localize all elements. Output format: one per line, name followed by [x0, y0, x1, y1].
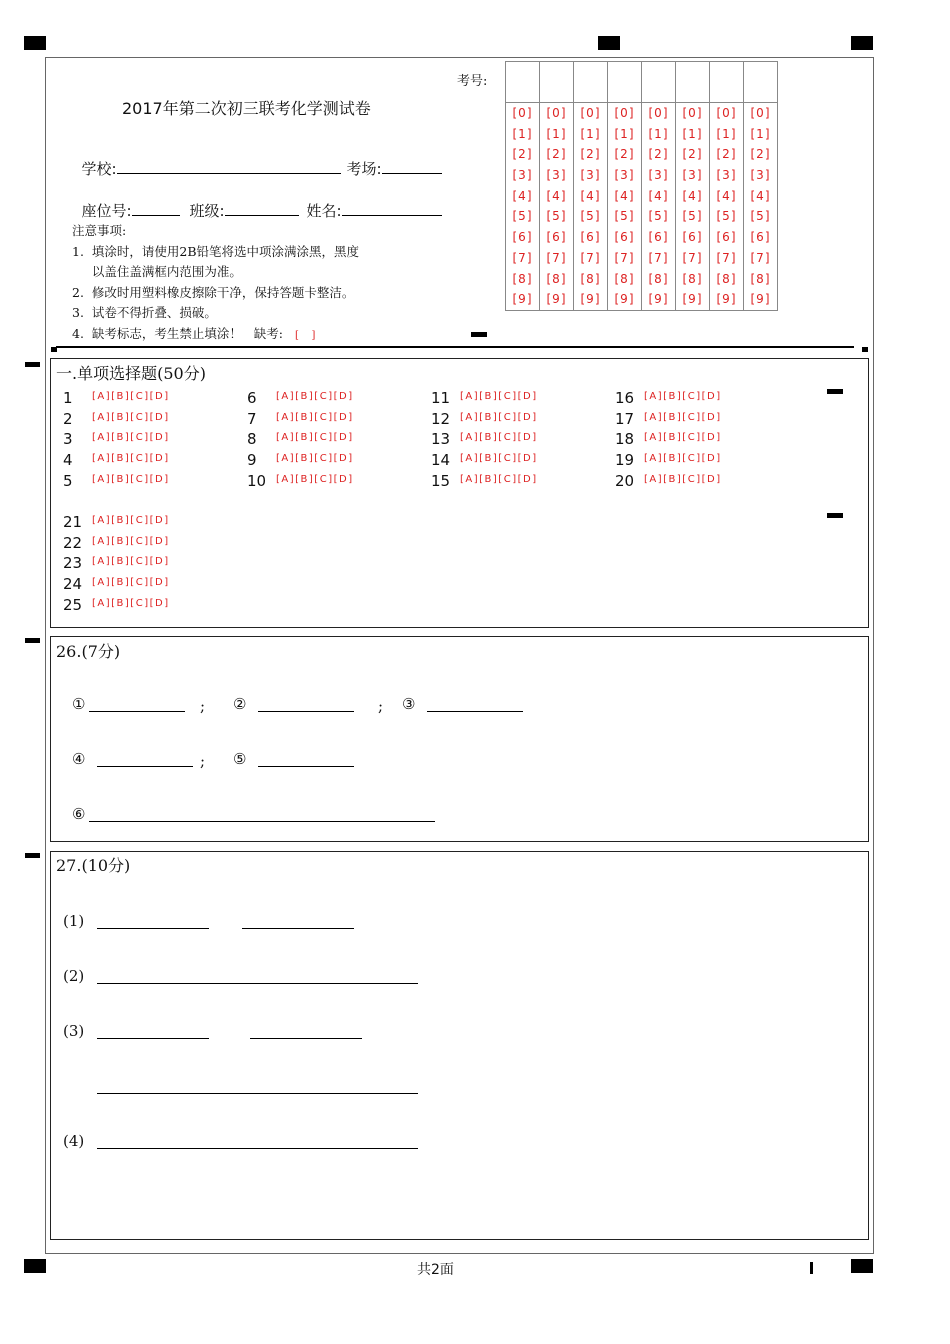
question-number: 8 [247, 430, 257, 448]
digit-bubble[interactable]: [5] [682, 209, 703, 224]
class-field[interactable] [180, 182, 299, 221]
question-number: 13 [431, 430, 451, 448]
registration-mark-top-center [598, 36, 620, 50]
digit-bubble[interactable]: [2] [682, 147, 703, 162]
question-number: 22 [63, 534, 83, 552]
digit-bubble[interactable]: [4] [512, 188, 533, 203]
digit-bubble[interactable]: [2] [546, 147, 567, 162]
timing-mark [25, 362, 40, 367]
timing-mark [25, 853, 40, 858]
digit-bubble[interactable]: [5] [546, 209, 567, 224]
question-number: 5 [63, 472, 73, 490]
digit-bubble[interactable]: [1] [682, 126, 703, 141]
digit-bubble[interactable]: [0] [682, 106, 703, 120]
digit-bubble[interactable]: [7] [682, 250, 703, 265]
digit-bubble[interactable]: [6] [512, 230, 533, 245]
exam-number-write-cell[interactable] [642, 62, 676, 103]
digit-bubble[interactable]: [3] [580, 168, 601, 183]
digit-bubble[interactable]: [8] [614, 271, 635, 286]
digit-bubble[interactable]: [2] [614, 147, 635, 162]
exam-number-write-cell[interactable] [506, 62, 540, 103]
q26-label: ② [233, 695, 247, 713]
q26-separator: ; [200, 752, 206, 770]
q27-label: (4) [63, 1132, 85, 1150]
name-field[interactable] [297, 182, 442, 221]
question-number: 15 [431, 472, 451, 490]
digit-bubble[interactable]: [5] [614, 209, 635, 224]
answer-bubbles[interactable]: [A][B][C][D] [92, 391, 170, 402]
answer-bubbles[interactable]: [A][B][C][D] [92, 412, 170, 423]
answer-bubbles[interactable]: [A][B][C][D] [92, 432, 170, 443]
q27-label: (1) [63, 912, 85, 930]
notes [72, 221, 359, 347]
exam-number-write-cell[interactable] [676, 62, 710, 103]
digit-bubble[interactable]: [4] [614, 188, 635, 203]
answer-bubbles[interactable]: [A][B][C][D] [92, 453, 170, 464]
digit-bubble[interactable]: [3] [750, 168, 771, 183]
question-number: 25 [63, 596, 83, 614]
question-number: 9 [247, 451, 257, 469]
answer-bubbles[interactable]: [A][B][C][D] [460, 412, 538, 423]
seat-label: 座位号: [81, 202, 132, 220]
header-divider [56, 346, 854, 348]
digit-bubble[interactable]: [3] [648, 168, 669, 183]
digit-bubble[interactable]: [9] [546, 292, 567, 307]
digit-bubble[interactable]: [2] [648, 147, 669, 162]
digit-bubble[interactable]: [7] [614, 250, 635, 265]
exam-number-column [676, 103, 710, 311]
exam-number-write-cell[interactable] [540, 62, 574, 103]
digit-bubble[interactable]: [6] [716, 230, 737, 245]
answer-bubbles[interactable]: [A][B][C][D] [460, 474, 538, 485]
q27-blank[interactable] [97, 1093, 418, 1094]
question-number: 14 [431, 451, 451, 469]
digit-bubble[interactable]: [3] [512, 168, 533, 183]
absent-box[interactable]: [ ] [294, 329, 316, 341]
digit-bubble[interactable]: [6] [546, 230, 567, 245]
exam-number-column [744, 103, 778, 311]
digit-bubble[interactable]: [8] [648, 271, 669, 286]
section-q27 [50, 851, 869, 1240]
q27-blank[interactable] [250, 1038, 362, 1039]
registration-mark-bottom-right [851, 1259, 873, 1273]
question-number: 7 [247, 410, 257, 428]
digit-bubble[interactable]: [2] [512, 147, 533, 162]
room-field[interactable] [337, 140, 442, 179]
digit-bubble[interactable]: [1] [716, 126, 737, 141]
answer-bubbles[interactable]: [A][B][C][D] [644, 432, 722, 443]
digit-bubble[interactable]: [4] [682, 188, 703, 203]
digit-bubble[interactable]: [9] [614, 292, 635, 307]
exam-number-write-cell[interactable] [710, 62, 744, 103]
answer-bubbles[interactable]: [A][B][C][D] [276, 412, 354, 423]
digit-bubble[interactable]: [1] [512, 126, 533, 141]
school-field[interactable] [72, 140, 341, 179]
question-number: 17 [615, 410, 635, 428]
seat-field[interactable] [72, 182, 180, 221]
answer-bubbles[interactable]: [A][B][C][D] [644, 412, 722, 423]
question-number: 16 [615, 389, 635, 407]
q27-blank[interactable] [97, 928, 209, 929]
digit-bubble[interactable]: [8] [716, 271, 737, 286]
digit-bubble[interactable]: [4] [716, 188, 737, 203]
digit-bubble[interactable]: [5] [750, 209, 771, 224]
digit-bubble[interactable]: [8] [750, 271, 771, 286]
digit-bubble[interactable]: [4] [648, 188, 669, 203]
registration-mark-top-left [24, 36, 46, 50]
digit-bubble[interactable]: [6] [682, 230, 703, 245]
exam-number-column [642, 103, 676, 311]
section-q26 [50, 636, 869, 842]
question-number: 3 [63, 430, 73, 448]
digit-bubble[interactable]: [9] [512, 292, 533, 307]
digit-bubble[interactable]: [0] [512, 106, 533, 120]
answer-bubbles[interactable]: [A][B][C][D] [92, 515, 170, 526]
q26-label: ⑥ [72, 805, 86, 823]
digit-bubble[interactable]: [1] [546, 126, 567, 141]
answer-bubbles[interactable]: [A][B][C][D] [92, 474, 170, 485]
section-choice-title: 一.单项选择题(50分) [56, 364, 206, 383]
q26-blank[interactable] [97, 766, 193, 767]
question-number: 20 [615, 472, 635, 490]
answer-bubbles[interactable]: [A][B][C][D] [92, 536, 170, 547]
q26-blank[interactable] [258, 766, 354, 767]
timing-mark [25, 638, 40, 643]
digit-bubble[interactable]: [5] [580, 209, 601, 224]
registration-mark-top-right [851, 36, 873, 50]
digit-bubble[interactable]: [6] [750, 230, 771, 245]
q27-blank[interactable] [97, 1038, 209, 1039]
q27-label: (2) [63, 967, 85, 985]
digit-bubble[interactable]: [1] [614, 126, 635, 141]
digit-bubble[interactable]: [7] [648, 250, 669, 265]
room-label: 考场: [346, 160, 382, 178]
exam-number-label: 考号: [457, 74, 488, 89]
answer-bubbles[interactable]: [A][B][C][D] [92, 556, 170, 567]
exam-number-column [506, 103, 540, 311]
q27-blank[interactable] [97, 1148, 418, 1149]
digit-bubble[interactable]: [2] [716, 147, 737, 162]
notes-item: 1. 填涂时，请使用2B铅笔将选中项涂满涂黑，黑度 [72, 243, 360, 259]
notes-heading: 注意事项: [72, 223, 127, 238]
name-label: 姓名: [306, 202, 342, 220]
digit-bubble[interactable]: [3] [716, 168, 737, 183]
answer-bubbles[interactable]: [A][B][C][D] [276, 432, 354, 443]
digit-bubble[interactable]: [9] [682, 292, 703, 307]
page-count: 共2面 [417, 1262, 454, 1278]
digit-bubble[interactable]: [6] [648, 230, 669, 245]
q26-blank[interactable] [89, 711, 185, 712]
digit-bubble[interactable]: [1] [648, 126, 669, 141]
question-number: 18 [615, 430, 635, 448]
school-label: 学校: [81, 160, 117, 178]
digit-bubble[interactable]: [0] [750, 106, 771, 120]
exam-number-column [574, 103, 608, 311]
question-number: 2 [63, 410, 73, 428]
answer-bubbles[interactable]: [A][B][C][D] [644, 453, 722, 464]
digit-bubble[interactable]: [3] [614, 168, 635, 183]
q26-label: ⑤ [233, 750, 247, 768]
digit-bubble[interactable]: [1] [580, 126, 601, 141]
registration-mark-bottom-left [24, 1259, 46, 1273]
q26-blank[interactable] [89, 821, 435, 822]
digit-bubble[interactable]: [7] [580, 250, 601, 265]
q27-blank[interactable] [97, 983, 418, 984]
digit-bubble[interactable]: [1] [750, 126, 771, 141]
question-number: 24 [63, 575, 83, 593]
notes-item: 以盖住盖满框内范围为准。 [72, 264, 242, 280]
digit-bubble[interactable]: [7] [750, 250, 771, 265]
digit-bubble[interactable]: [8] [682, 271, 703, 286]
question-number: 1 [63, 389, 73, 407]
digit-bubble[interactable]: [7] [546, 250, 567, 265]
digit-bubble[interactable]: [0] [546, 106, 567, 120]
digit-bubble[interactable]: [9] [750, 292, 771, 307]
exam-number-column [710, 103, 744, 311]
question-number: 23 [63, 554, 83, 572]
digit-bubble[interactable]: [6] [580, 230, 601, 245]
q27-title: 27.(10分) [56, 856, 131, 875]
exam-number-grid [505, 61, 778, 311]
question-number: 21 [63, 513, 83, 531]
notes-item: 4. 缺考标志，考生禁止填涂！ 缺考: [ ] [72, 325, 316, 341]
exam-title: 2017年第二次初三联考化学测试卷 [122, 99, 371, 118]
q26-separator: ; [200, 697, 206, 715]
question-number: 11 [431, 389, 451, 407]
digit-bubble[interactable]: [4] [546, 188, 567, 203]
digit-bubble[interactable]: [8] [512, 271, 533, 286]
digit-bubble[interactable]: [3] [682, 168, 703, 183]
question-number: 12 [431, 410, 451, 428]
notes-item: 2. 修改时用塑料橡皮擦除干净，保持答题卡整洁。 [72, 284, 355, 300]
q26-label: ① [72, 695, 86, 713]
digit-bubble[interactable]: [0] [580, 106, 601, 120]
answer-bubbles[interactable]: [A][B][C][D] [92, 598, 170, 609]
question-number: 19 [615, 451, 635, 469]
digit-bubble[interactable]: [5] [648, 209, 669, 224]
q26-blank[interactable] [258, 711, 354, 712]
timing-mark [810, 1262, 813, 1274]
digit-bubble[interactable]: [9] [648, 292, 669, 307]
digit-bubble[interactable]: [0] [614, 106, 635, 120]
exam-number-column [608, 103, 642, 311]
answer-bubbles[interactable]: [A][B][C][D] [644, 391, 722, 402]
q27-blank[interactable] [242, 928, 354, 929]
q26-blank[interactable] [427, 711, 523, 712]
answer-bubbles[interactable]: [A][B][C][D] [644, 474, 722, 485]
exam-number-write-cell[interactable] [744, 62, 778, 103]
digit-bubble[interactable]: [2] [750, 147, 771, 162]
question-number: 10 [247, 472, 267, 490]
digit-bubble[interactable]: [2] [580, 147, 601, 162]
q26-label: ④ [72, 750, 86, 768]
digit-bubble[interactable]: [7] [512, 250, 533, 265]
answer-bubbles[interactable]: [A][B][C][D] [92, 577, 170, 588]
digit-bubble[interactable]: [5] [512, 209, 533, 224]
q27-label: (3) [63, 1022, 85, 1040]
question-number: 6 [247, 389, 257, 407]
answer-bubbles[interactable]: [A][B][C][D] [276, 391, 354, 402]
exam-number-column [540, 103, 574, 311]
digit-bubble[interactable]: [3] [546, 168, 567, 183]
digit-bubble[interactable]: [5] [716, 209, 737, 224]
digit-bubble[interactable]: [4] [580, 188, 601, 203]
answer-bubbles[interactable]: [A][B][C][D] [276, 474, 354, 485]
class-label: 班级: [189, 202, 225, 220]
notes-item: 3. 试卷不得折叠、损破。 [72, 305, 217, 321]
digit-bubble[interactable]: [0] [716, 106, 737, 120]
exam-number-write-cell[interactable] [608, 62, 642, 103]
exam-number-write-cell[interactable] [574, 62, 608, 103]
digit-bubble[interactable]: [6] [614, 230, 635, 245]
answer-bubbles[interactable]: [A][B][C][D] [460, 453, 538, 464]
digit-bubble[interactable]: [9] [716, 292, 737, 307]
answer-bubbles[interactable]: [A][B][C][D] [460, 432, 538, 443]
answer-bubbles[interactable]: [A][B][C][D] [276, 453, 354, 464]
q26-label: ③ [402, 695, 416, 713]
digit-bubble[interactable]: [0] [648, 106, 669, 120]
digit-bubble[interactable]: [8] [580, 271, 601, 286]
digit-bubble[interactable]: [8] [546, 271, 567, 286]
q26-title: 26.(7分) [56, 642, 121, 661]
digit-bubble[interactable]: [9] [580, 292, 601, 307]
question-number: 4 [63, 451, 73, 469]
answer-bubbles[interactable]: [A][B][C][D] [460, 391, 538, 402]
digit-bubble[interactable]: [7] [716, 250, 737, 265]
digit-bubble[interactable]: [4] [750, 188, 771, 203]
q26-separator: ; [378, 697, 384, 715]
